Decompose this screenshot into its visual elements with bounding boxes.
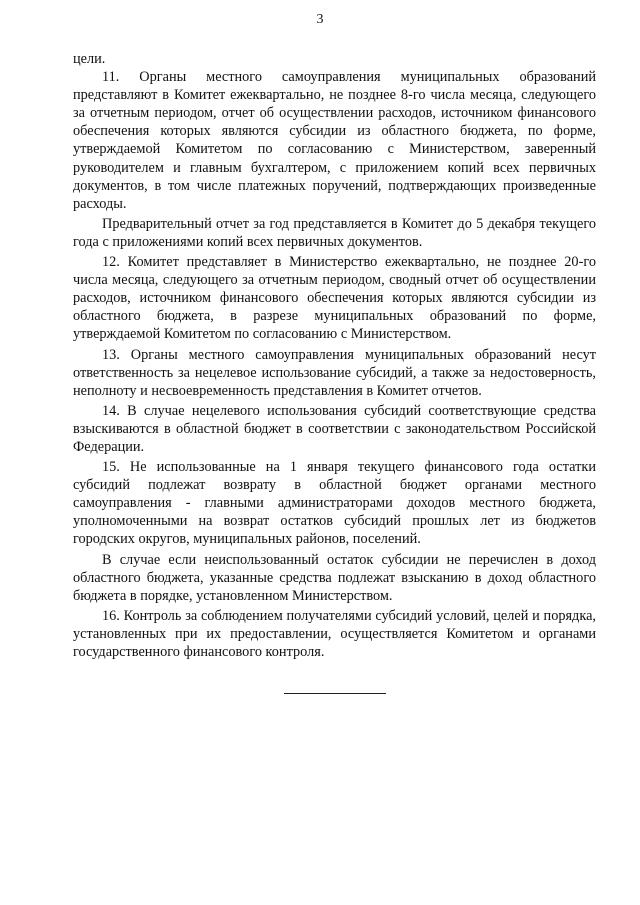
paragraph-continuation: цели. — [73, 51, 106, 67]
paragraph-15: 15. Не использованные на 1 января текущего финансового года остатки субсидий подлежат возврату в областной бюджет органами местного самоуправления - главными администраторами доходов местного бюджета, уполномоченными на возврат остатков субсидий прошлых лет из бюджетов городских округов, муниципальных районов, поселений. — [73, 459, 596, 548]
paragraph-12: 12. Комитет представляет в Министерство ежеквартально, не позднее 20-го числа месяца, следующего за отчетным периодом, сводный отчет об осуществлении расходов, источником финансового обеспечения которых являются субсидии из областного бюджета, в разрезе муниципальных образований по форме, утверждаемой Комитетом по согласованию с Министерством. — [73, 254, 596, 343]
page-number: 3 — [316, 12, 324, 27]
paragraph-16: 16. Контроль за соблюдением получателями субсидий условий, целей и порядка, установленных при их предоставлении, осуществляется Комитетом и органами государственного финансового контроля. — [73, 607, 596, 660]
document-body — [73, 50, 596, 661]
paragraph-preliminary-report: Предварительный отчет за год представляется в Комитет до 5 декабря текущего года с приложениями копий всех первичных документов. — [73, 215, 596, 250]
paragraph-13: 13. Органы местного самоуправления муниципальных образований несут ответственность за нецелевое использование субсидий, а также за недостоверность, неполноту и несвоевременность представления в Комитет отчетов. — [73, 346, 596, 399]
paragraph-14: 14. В случае нецелевого использования субсидий соответствующие средства взыскиваются в областной бюджет в соответствии с законодательством Российской Федерации. — [73, 402, 596, 455]
paragraph-unspent-balance: В случае если неиспользованный остаток субсидии не перечислен в доход областного бюджета, указанные средства подлежат взысканию в доход областного бюджета в порядке, установленном Министерством. — [73, 551, 596, 604]
closing-divider-line — [284, 693, 386, 694]
paragraph-11: 11. Органы местного самоуправления муниципальных образований представляют в Комитет ежеквартально, не позднее 8-го числа месяца, следующего за отчетным периодом, отчет об осуществлении расходов, источником финансового обеспечения которых являются субсидии из областного бюджета, по форме, утверждаемой Комитетом по согласованию с Министерством, заверенный руководителем и главным бухгалтером, с приложением копий всех первичных документов, в том числе платежных поручений, подтверждающих произведенные расходы. — [73, 69, 596, 212]
